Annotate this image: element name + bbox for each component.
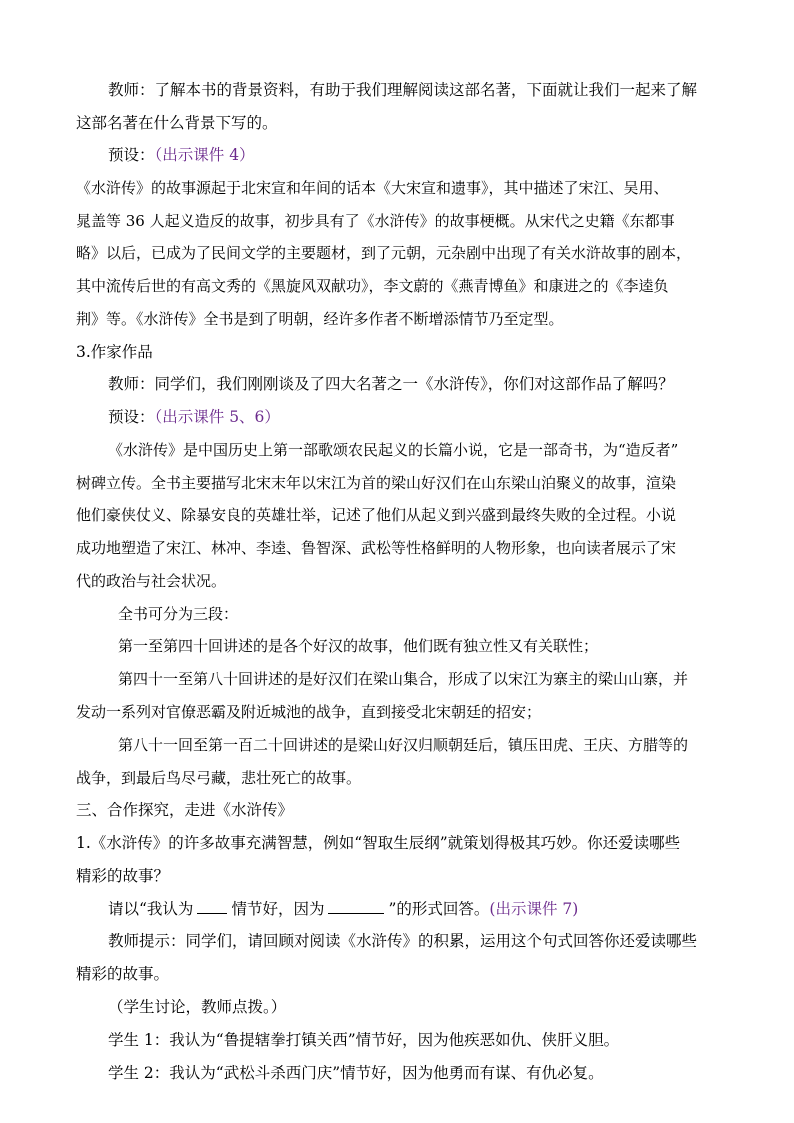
paragraph-line: 荆》等。《水浒传》全书是到了明朝，经许多作者不断增添情节乃至定型。	[76, 310, 564, 328]
preset-line	[108, 144, 255, 166]
paragraph-line: （学生讨论，教师点拨。）	[108, 998, 287, 1016]
blank-underline	[197, 899, 227, 914]
preset-label: 预设：	[108, 146, 155, 164]
preset-line	[108, 406, 280, 428]
prompt-text: 情节好，因为	[231, 900, 325, 918]
paragraph-line: 发动一系列对官僚恶霸及附近城池的战争，直到接受北宋朝廷的招安；	[76, 703, 542, 721]
paragraph-line: 这部名著在什么背景下写的。	[76, 114, 278, 132]
section-heading: 三、合作探究，走进《水浒传》	[76, 801, 294, 819]
paragraph-line: 教师提示：同学们，请回顾对阅读《水浒传》的积累，运用这个句式回答你还爱读哪些	[108, 932, 698, 950]
paragraph-line: 第一至第四十回讲述的是各个好汉的故事，他们既有独立性又有关联性；	[118, 637, 599, 655]
prompt-text: 请以“我认为	[108, 900, 194, 918]
prompt-line	[108, 898, 578, 920]
paragraph-line: 战争，到最后鸟尽弓藏，悲壮死亡的故事。	[76, 769, 362, 787]
paragraph-line: 《水浒传》是中国历史上第一部歌颂农民起义的长篇小说，它是一部奇书，为“造反者”	[108, 441, 679, 459]
paragraph-line: 学生 2：我认为“武松斗杀西门庆”情节好，因为他勇而有谋、有仇必复。	[108, 1064, 604, 1082]
paragraph-line: 他们豪侠仗义、除暴安良的英雄壮举，记述了他们从起义到兴盛到最终失败的全过程。小说	[76, 506, 677, 524]
courseware-ref: （出示课件 5、6）	[154, 408, 280, 426]
paragraph-line: 1.《水浒传》的许多故事充满智慧，例如“智取生辰纲”就策划得极其巧妙。你还爱读哪些	[76, 834, 681, 852]
paragraph-line: 代的政治与社会状况。	[76, 572, 227, 590]
paragraph-line: 晁盖等 36 人起义造反的故事，初步具有了《水浒传》的故事梗概。从宋代之史籍《东都事	[76, 212, 675, 230]
paragraph-line: 精彩的故事？	[76, 867, 170, 885]
paragraph-line: 第八十一回至第一百二十回讲述的是梁山好汉归顺朝廷后，镇压田虎、王庆、方腊等的	[118, 736, 689, 754]
paragraph-line: 学生 1：我认为“鲁提辖拳打镇关西”情节好，因为他疾恶如仇、侠肝义胆。	[108, 1031, 620, 1049]
paragraph-line: 树碑立传。全书主要描写北宋末年以宋江为首的梁山好汉们在山东梁山泊聚义的故事，渲染	[76, 474, 677, 492]
blank-underline	[328, 899, 384, 914]
paragraph-line: 《水浒传》的故事源起于北宋宣和年间的话本《大宋宣和遗事》，其中描述了宋江、吴用、	[76, 179, 669, 197]
courseware-ref: （出示课件 4）	[154, 146, 255, 164]
paragraph-line: 教师：同学们，我们刚刚谈及了四大名著之一《水浒传》，你们对这部作品了解吗？	[108, 375, 674, 393]
prompt-text: ”的形式回答。	[388, 900, 490, 918]
preset-label: 预设：	[108, 408, 155, 426]
paragraph-line: 教师：了解本书的背景资料，有助于我们理解阅读这部名著，下面就让我们一起来了解	[108, 81, 698, 99]
paragraph-line: 第四十一至第八十回讲述的是好汉们在梁山集合，形成了以宋江为寨主的梁山山寨，并	[118, 670, 689, 688]
paragraph-line: 全书可分为三段：	[118, 605, 239, 623]
paragraph-line: 成功地塑造了宋江、林冲、李逵、鲁智深、武松等性格鲜明的人物形象，也向读者展示了宋	[76, 539, 677, 557]
paragraph-line: 其中流传后世的有高文秀的《黑旋风双献功》，李文蔚的《燕青博鱼》和康进之的《李逵负	[76, 277, 669, 295]
section-heading: 3.作家作品	[76, 343, 153, 361]
paragraph-line: 略》以后，已成为了民间文学的主要题材，到了元朝，元杂剧中出现了有关水浒故事的剧本，	[76, 244, 692, 262]
paragraph-line: 精彩的故事。	[76, 965, 170, 983]
courseware-ref: (出示课件 7)	[489, 900, 579, 918]
